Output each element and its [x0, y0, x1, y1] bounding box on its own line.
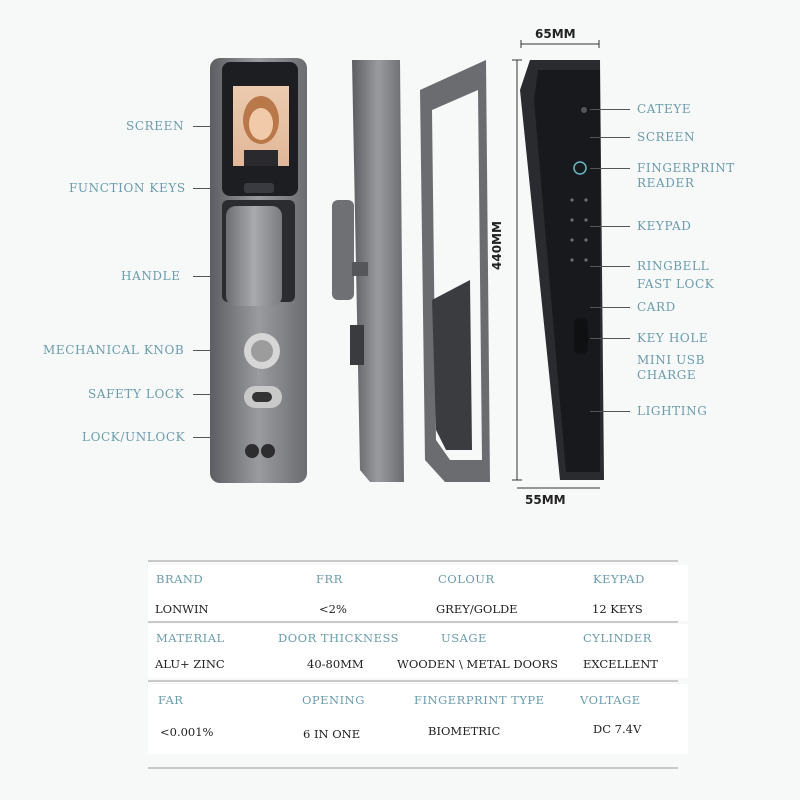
spec-rule-bottom: [148, 767, 678, 769]
label-handle: HANDLE: [121, 269, 181, 283]
leader-cateye: [590, 109, 630, 110]
spec-value-cylinder: EXCELLENT: [583, 657, 658, 671]
spec-header-door-thickness: DOOR THICKNESS: [278, 631, 400, 645]
label-lock-unlock: LOCK/UNLOCK: [82, 430, 186, 444]
spec-header-colour: COLOUR: [438, 572, 495, 586]
leader-key-hole: [590, 338, 630, 339]
label-mechanical-knob: MECHANICAL KNOB: [43, 343, 185, 357]
spec-value-fingerprint-type: BIOMETRIC: [428, 724, 501, 738]
spec-header-fingerprint-type: FINGERPRINT TYPE: [414, 693, 545, 707]
spec-value-brand: LONWIN: [155, 602, 209, 616]
label-fingerprint-line1: FINGERPRINT: [637, 161, 735, 175]
label-screen-right: SCREEN: [637, 130, 696, 144]
label-mini-usb: [637, 353, 705, 383]
label-key-hole: KEY HOLE: [637, 331, 709, 345]
keypad-side-view: [520, 60, 604, 480]
label-fast-lock: FAST LOCK: [637, 277, 715, 291]
spec-value-frr: <2%: [319, 602, 347, 616]
leader-card: [590, 307, 630, 308]
spec-value-voltage: DC 7.4V: [593, 722, 642, 736]
spec-value-usage: WOODEN \ METAL DOORS: [397, 657, 558, 671]
label-function-keys: FUNCTION KEYS: [69, 181, 186, 195]
spec-value-opening: 6 IN ONE: [303, 727, 361, 741]
label-card: CARD: [637, 300, 676, 314]
spec-header-frr: FRR: [316, 572, 343, 586]
label-cateye: CATEYE: [637, 102, 692, 116]
dimension-width-bottom: 55MM: [525, 493, 566, 507]
spec-header-voltage: VOLTAGE: [580, 693, 641, 707]
spec-rule-top: [148, 560, 678, 562]
spec-value-material: ALU+ ZINC: [155, 657, 225, 671]
spec-header-far: FAR: [158, 693, 184, 707]
label-mini-usb-line2: CHARGE: [637, 368, 697, 382]
spec-header-keypad: KEYPAD: [593, 572, 645, 586]
label-lighting: LIGHTING: [637, 404, 708, 418]
spec-header-usage: USAGE: [441, 631, 487, 645]
spec-value-colour: GREY/GOLDE: [436, 602, 518, 616]
label-fingerprint-reader: [637, 161, 735, 191]
spec-rule-1: [148, 621, 678, 623]
spec-value-far: <0.001%: [160, 725, 214, 739]
spec-value-door-thickness: 40-80MM: [307, 657, 364, 671]
side-profile-view: [332, 60, 404, 482]
label-keypad: KEYPAD: [637, 219, 692, 233]
spec-header-brand: BRAND: [156, 572, 204, 586]
spec-header-cylinder: CYLINDER: [583, 631, 652, 645]
spec-header-material: MATERIAL: [156, 631, 225, 645]
leader-screen-right: [590, 137, 630, 138]
front-lock-view: [210, 58, 307, 483]
dimension-width-top: 65MM: [535, 27, 576, 41]
spec-header-opening: OPENING: [302, 693, 365, 707]
inner-frame-view: [420, 60, 490, 482]
label-safety-lock: SAFETY LOCK: [88, 387, 185, 401]
label-ringbell: RINGBELL: [637, 259, 710, 273]
label-mini-usb-line1: MINI USB: [637, 353, 706, 367]
leader-fingerprint: [590, 168, 630, 169]
spec-rule-2: [148, 680, 678, 682]
dimension-height: 440MM: [490, 221, 504, 270]
label-fingerprint-line2: READER: [637, 176, 695, 190]
leader-lighting: [590, 411, 630, 412]
label-screen: SCREEN: [126, 119, 185, 133]
spec-value-keypad: 12 KEYS: [592, 602, 643, 616]
leader-keypad: [590, 226, 630, 227]
leader-ringbell: [590, 266, 630, 267]
